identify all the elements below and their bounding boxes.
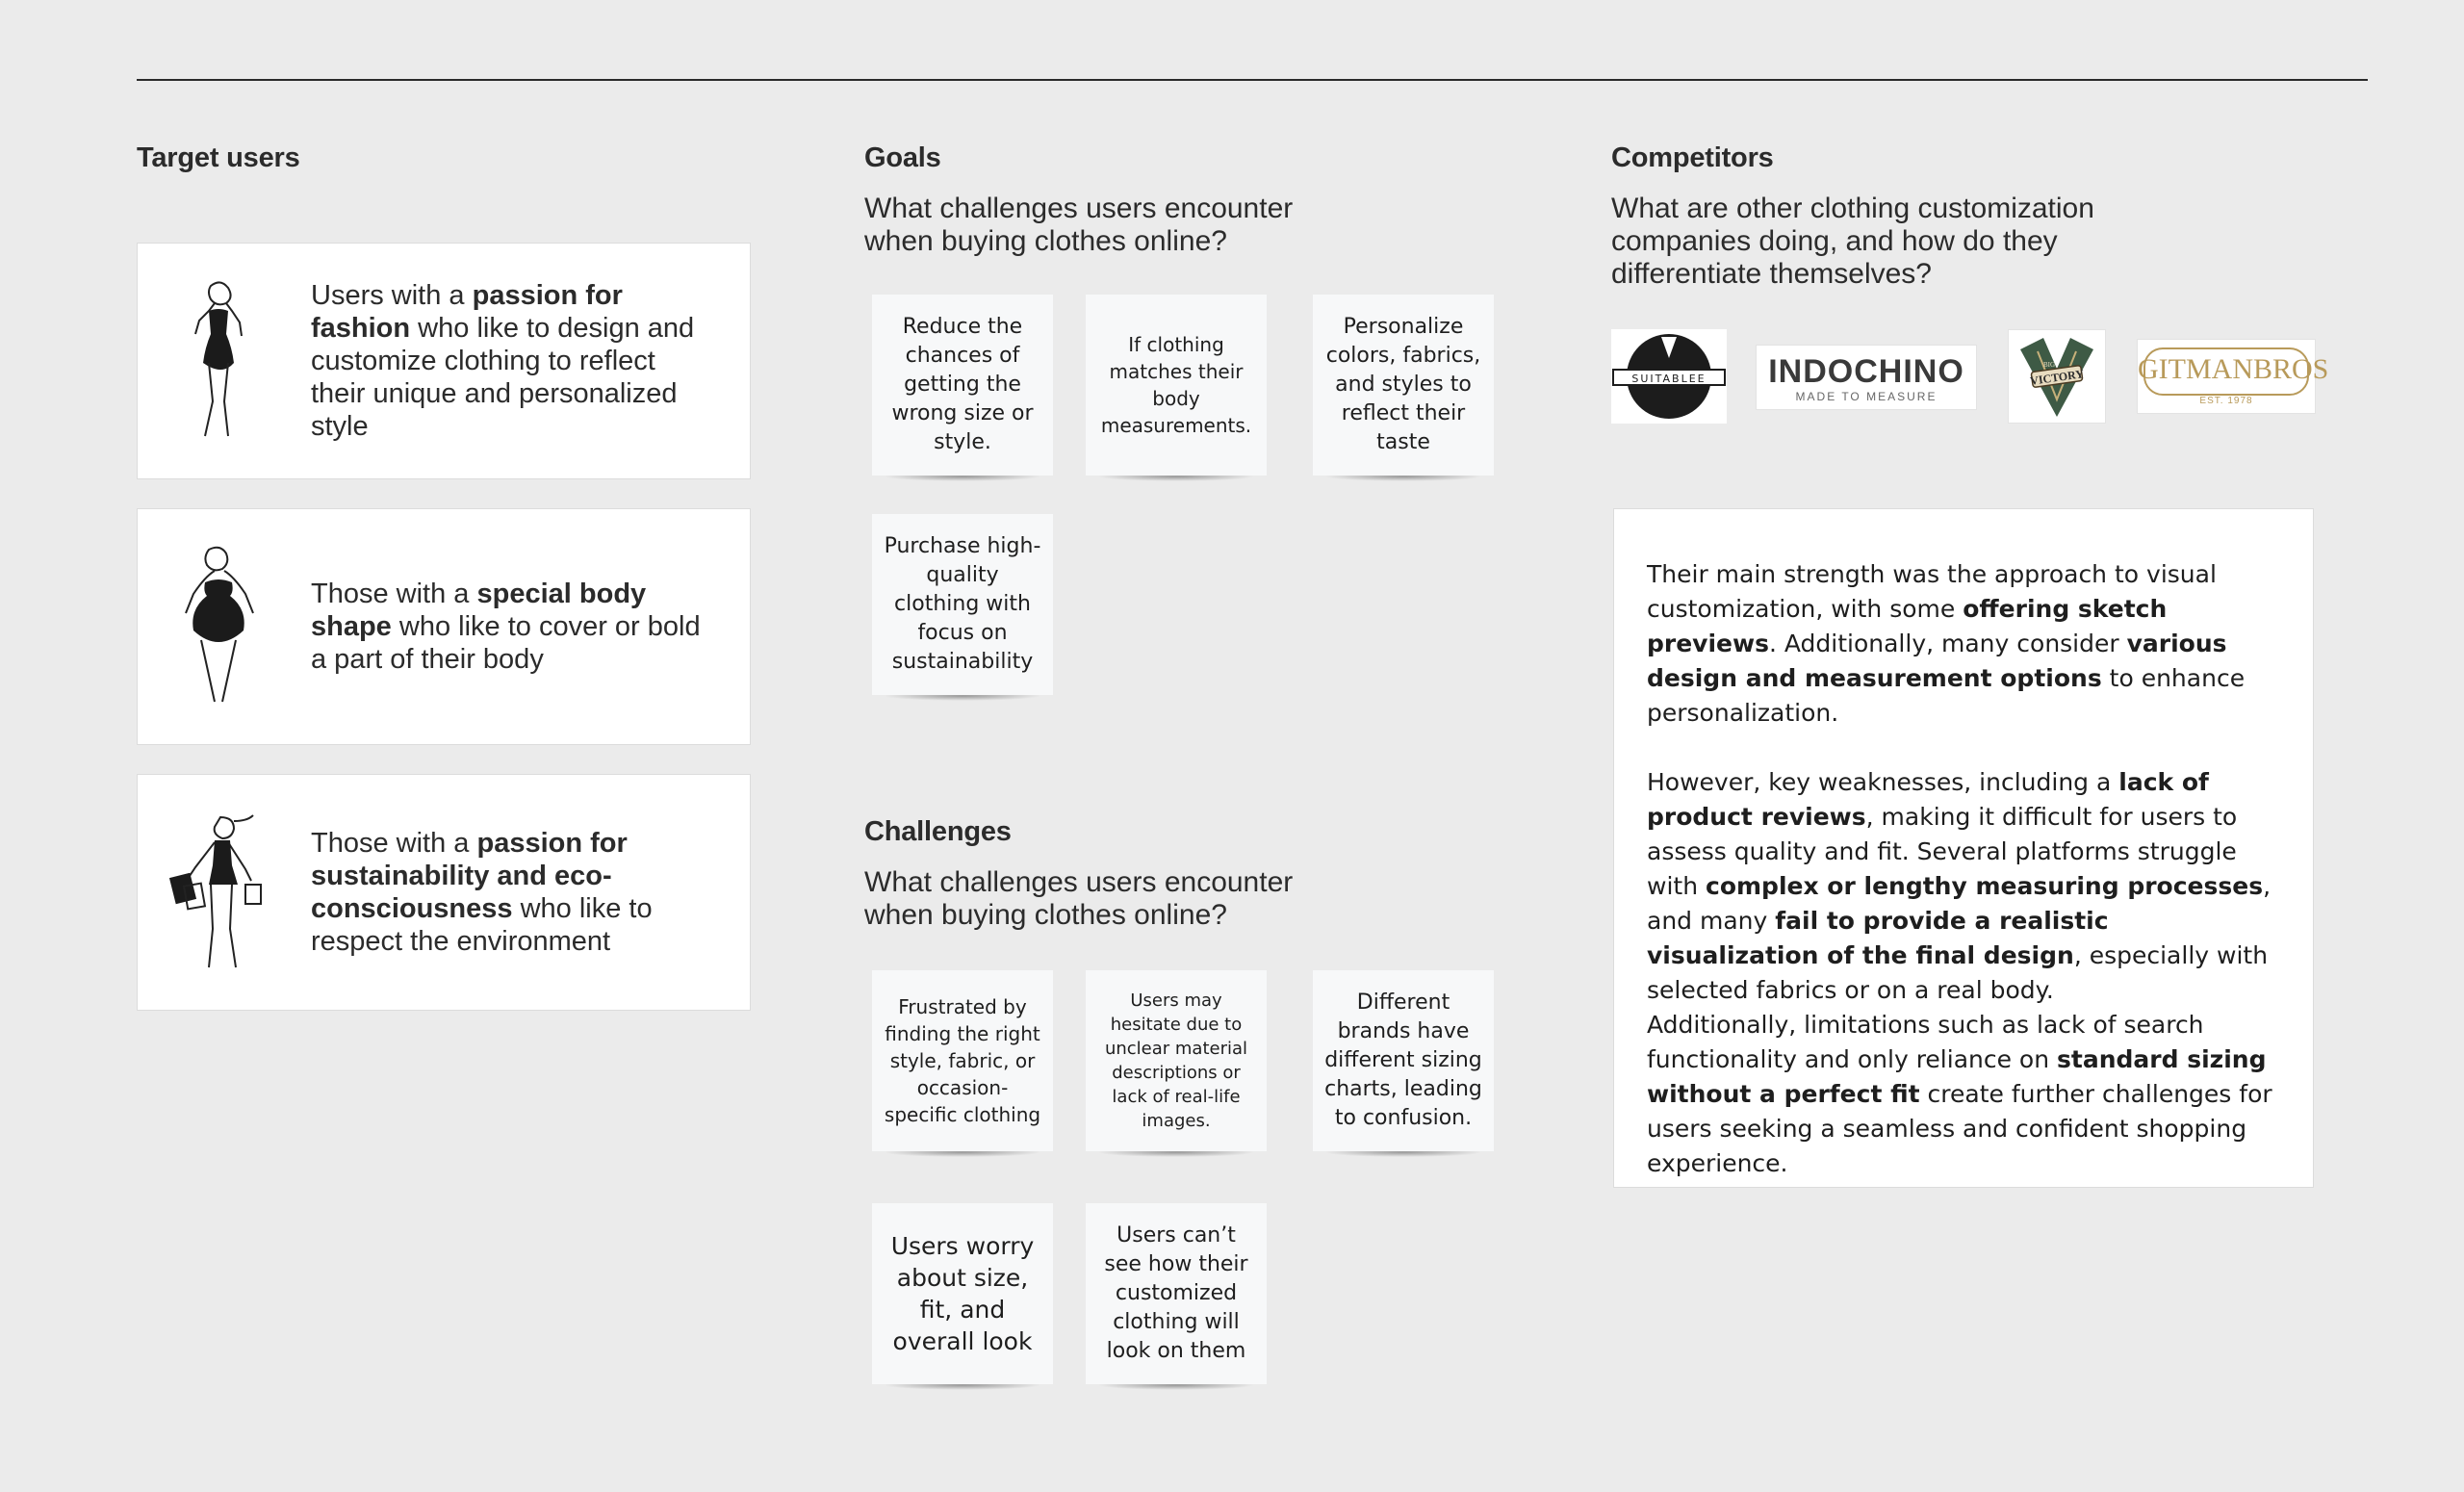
target-user-text: Users with a — [311, 280, 473, 311]
competitor-analysis-text: However, key weaknesses, including a — [1647, 768, 2119, 796]
goals-question: What challenges users encounter when buying clothes online? — [864, 193, 1294, 257]
target-user-card-fashion — [137, 243, 751, 479]
competitor-analysis-bold-text: lack of product reviews — [1647, 768, 2209, 831]
competitor-analysis-text: create further challenges for users seeking a seamless and confident shopping experience. — [1647, 1080, 2272, 1177]
gitman-bros-logo — [2137, 339, 2329, 414]
competitor-visualization-paragraph — [1647, 904, 2284, 1008]
target-user-text: Those with a — [311, 828, 477, 859]
competitor-limitations-paragraph — [1647, 1008, 2284, 1181]
target-user-card-sustainability — [137, 774, 751, 1011]
challenges-question: What challenges users encounter when buying clothes online? — [864, 866, 1294, 931]
woman-body-shape-illustration-icon — [165, 544, 270, 707]
competitor-analysis-box — [1613, 508, 2314, 1188]
goals-heading: Goals — [864, 142, 941, 173]
suitablee-logo-text: SUITABLEE — [1631, 373, 1707, 385]
gitman-bros-logo-text: GITMANBROS — [2138, 353, 2329, 385]
goal-sticky-note — [872, 514, 1053, 695]
competitors-heading: Competitors — [1611, 142, 1774, 173]
challenge-sticky-note — [872, 970, 1053, 1151]
competitor-analysis-bold-text: various design and measurement options — [1647, 630, 2227, 692]
woman-in-dress-illustration-icon — [165, 278, 270, 442]
goal-sticky-note — [1313, 295, 1494, 476]
challenge-note-text: Users can’t see how their customized clothing will look on them — [1104, 1223, 1248, 1363]
challenge-sticky-note — [1086, 1203, 1267, 1384]
woman-with-shopping-bags-illustration-icon — [165, 810, 270, 973]
target-user-text: who like to respect the environment — [311, 893, 653, 957]
indochino-logo-tagline: MADE TO MEASURE — [1795, 390, 1938, 403]
goal-note-text: If clothing matches their body measurements. — [1100, 333, 1252, 437]
goal-note-text: Purchase high-quality clothing with focus on sustainability — [884, 534, 1041, 674]
goal-note-text: Reduce the chances of getting the wrong size or style. — [891, 315, 1034, 454]
challenge-note-text: Users may hesitate due to unclear material descriptions or lack of real-life images. — [1104, 990, 1248, 1131]
competitor-analysis-bold-text: offering sketch previews — [1647, 595, 2168, 657]
target-user-bold-text: passion for fashion — [311, 280, 623, 344]
goal-sticky-note — [1086, 295, 1267, 476]
big-victory-logo — [2008, 329, 2106, 424]
competitors-question: What are other clothing customization companies doing, and how do they differentiate themselves? — [1611, 193, 2094, 290]
gitman-bros-logo-tagline: EST. 1978 — [2199, 396, 2253, 406]
challenge-sticky-note — [872, 1203, 1053, 1384]
target-users-heading: Target users — [137, 142, 300, 173]
competitor-analysis-text: Their main strength was the approach to visual customization, with some — [1647, 560, 2217, 623]
competitor-analysis-bold-text: fail to provide a realistic visualization of the final design — [1647, 907, 2109, 969]
competitor-strengths-paragraph — [1647, 557, 2284, 731]
target-user-text-sustainability — [311, 775, 715, 1010]
indochino-logo-text: INDOCHINO — [1768, 353, 1964, 390]
competitor-analysis-bold-text: standard sizing without a perfect fit — [1647, 1045, 2267, 1108]
goal-sticky-note — [872, 295, 1053, 476]
competitor-analysis-bold-text: complex or lengthy measuring processes — [1706, 872, 2264, 900]
challenge-sticky-note — [1086, 970, 1267, 1151]
challenge-note-text: Frustrated by finding the right style, fabric, or occasion-specific clothing — [884, 995, 1041, 1126]
target-user-bold-text: special body shape — [311, 579, 647, 642]
target-user-text-fashion — [311, 244, 715, 478]
competitor-analysis-text: , making it difficult for users to assess quality and fit. Several platforms struggle with — [1647, 803, 2238, 900]
target-user-text: who like to design and customize clothing to reflect their unique and personalized style — [311, 313, 695, 442]
big-victory-logo-small-text: BIG — [2043, 361, 2056, 369]
big-victory-logo-text: VICTORY — [2029, 367, 2085, 388]
target-user-text-body-shape — [311, 509, 715, 744]
challenges-heading: Challenges — [864, 816, 1012, 847]
challenge-note-text: Different brands have different sizing charts, leading to confusion. — [1324, 990, 1482, 1130]
competitor-analysis-text: Additionally, limitations such as lack of search functionality and only reliance on — [1647, 1011, 2204, 1073]
challenge-note-text: Users worry about size, fit, and overall look — [890, 1232, 1035, 1355]
challenge-sticky-note — [1313, 970, 1494, 1151]
competitor-analysis-text: , — [2263, 872, 2272, 900]
competitor-analysis-text: . Additionally, many consider — [1768, 630, 2127, 657]
target-user-card-body-shape — [137, 508, 751, 745]
goal-note-text: Personalize colors, fabrics, and styles to reflect their taste — [1325, 315, 1481, 454]
competitor-analysis-text: to enhance personalization. — [1647, 664, 2246, 727]
target-user-text: who like to cover or bold a part of their body — [311, 611, 701, 675]
top-divider — [137, 79, 2368, 81]
competitor-analysis-text: and many — [1647, 907, 1776, 935]
competitor-weaknesses-paragraph — [1647, 765, 2284, 904]
competitor-analysis-text: , especially with selected fabrics or on a real body. — [1647, 941, 2269, 1004]
suitablee-logo — [1611, 329, 1727, 424]
target-user-text: Those with a — [311, 579, 477, 609]
indochino-logo — [1756, 345, 1977, 410]
target-user-bold-text: passion for sustainability and eco-consciousness — [311, 828, 628, 924]
